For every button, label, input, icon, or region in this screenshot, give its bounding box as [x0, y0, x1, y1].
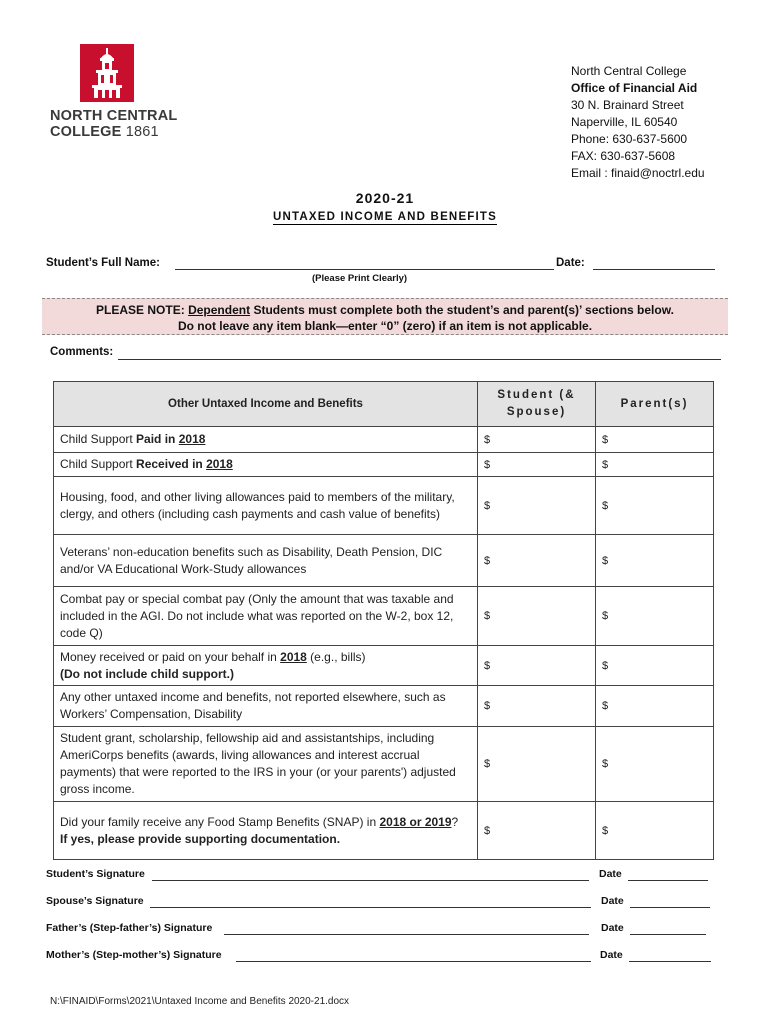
- table-row: [54, 727, 714, 802]
- student-amount-field[interactable]: $: [478, 802, 596, 860]
- parent-amount-field[interactable]: $: [596, 453, 714, 477]
- table-row: [54, 477, 714, 535]
- row-description: Child Support Paid in 2018: [54, 427, 478, 453]
- row-description: Veterans’ non-education benefits such as Disability, Death Pension, DIC and/or VA Educational Work-Study allowances: [54, 535, 478, 587]
- wordmark-year: 1861: [125, 124, 159, 140]
- student-amount-field[interactable]: $: [478, 477, 596, 535]
- student-signature-label: Student’s Signature: [46, 868, 145, 880]
- address-fax: FAX: 630-637-5608: [571, 149, 676, 163]
- note-line2: Do not leave any item blank—enter “0” (zero) if an item is not applicable.: [177, 319, 593, 333]
- student-date-field[interactable]: [628, 868, 708, 881]
- row-description: Student grant, scholarship, fellowship aid and assistantships, including AmeriCorps benefits (awards, living allowances and interest accrual payments) that were reported to the IRS in your (or your parents') adjusted gross income.: [54, 727, 478, 802]
- college-wordmark: [50, 108, 177, 140]
- form-title-text: UNTAXED INCOME AND BENEFITS: [272, 211, 498, 223]
- student-date-label: Date: [599, 868, 622, 880]
- spouse-date-label: Date: [601, 895, 624, 907]
- comments-label: Comments:: [50, 346, 114, 358]
- row-description: Combat pay or special combat pay (Only the amount that was taxable and included in the AGI. Do not include what was reported on the W-2, box 12, code Q): [54, 587, 478, 646]
- table-row: [54, 535, 714, 587]
- address-college: North Central College: [571, 64, 687, 78]
- address-office: Office of Financial Aid: [571, 81, 698, 95]
- income-table: [53, 381, 714, 860]
- row-description: Money received or paid on your behalf in 2018 (e.g., bills) (Do not include child support.): [54, 646, 478, 686]
- parent-amount-field[interactable]: $: [596, 802, 714, 860]
- spouse-signature-label: Spouse’s Signature: [46, 895, 144, 907]
- header-item: Other Untaxed Income and Benefits: [54, 382, 478, 427]
- mother-date-label: Date: [600, 949, 623, 961]
- table-row: [54, 686, 714, 727]
- wordmark-line-1: NORTH CENTRAL: [50, 108, 178, 124]
- address-email: Email : finaid@noctrl.edu: [571, 166, 705, 180]
- date-label: Date:: [556, 257, 585, 269]
- parent-amount-field[interactable]: $: [596, 646, 714, 686]
- student-amount-field[interactable]: $: [478, 453, 596, 477]
- header-parent: Parent(s): [596, 382, 714, 427]
- table-row: [54, 453, 714, 477]
- address-city: Naperville, IL 60540: [571, 115, 678, 129]
- student-amount-field[interactable]: $: [478, 646, 596, 686]
- mother-signature-label: Mother’s (Step-mother’s) Signature: [46, 949, 222, 961]
- spouse-signature-field[interactable]: [150, 895, 591, 908]
- form-title: [0, 211, 770, 223]
- parent-amount-field[interactable]: $: [596, 477, 714, 535]
- student-amount-field[interactable]: $: [478, 535, 596, 587]
- address-phone: Phone: 630-637-5600: [571, 132, 688, 146]
- table-row: [54, 427, 714, 453]
- parent-amount-field[interactable]: $: [596, 427, 714, 453]
- row-description: Child Support Received in 2018: [54, 453, 478, 477]
- student-amount-field[interactable]: $: [478, 686, 596, 727]
- note-line1: Students must complete both the student’s and parent(s)’ sections below.: [253, 303, 674, 317]
- parent-amount-field[interactable]: $: [596, 727, 714, 802]
- student-signature-field[interactable]: [152, 868, 589, 881]
- note-dependent: Dependent: [188, 303, 251, 317]
- table-row: [54, 646, 714, 686]
- father-date-label: Date: [601, 922, 624, 934]
- mother-date-field[interactable]: [629, 949, 711, 962]
- table-row: [54, 587, 714, 646]
- comments-field[interactable]: [118, 347, 721, 360]
- father-signature-field[interactable]: [224, 922, 589, 935]
- note-prefix: PLEASE NOTE:: [96, 303, 185, 317]
- parent-amount-field[interactable]: $: [596, 686, 714, 727]
- college-logo: [80, 44, 134, 102]
- row-description: Any other untaxed income and benefits, not reported elsewhere, such as Workers’ Compensation, Disability: [54, 686, 478, 727]
- form-year: 2020-21: [355, 190, 415, 206]
- mother-signature-field[interactable]: [236, 949, 591, 962]
- wordmark-line-2: COLLEGE: [50, 124, 122, 140]
- student-amount-field[interactable]: $: [478, 427, 596, 453]
- please-note-banner: [42, 298, 728, 335]
- print-hint: (Please Print Clearly): [312, 273, 408, 284]
- student-amount-field[interactable]: $: [478, 727, 596, 802]
- father-signature-label: Father’s (Step-father’s) Signature: [46, 922, 213, 934]
- header-student: Student (& Spouse): [478, 382, 596, 427]
- parent-amount-field[interactable]: $: [596, 587, 714, 646]
- address-street: 30 N. Brainard Street: [571, 98, 684, 112]
- student-name-field[interactable]: [175, 257, 554, 270]
- footer-file-path: N:\FINAID\Forms\2021\Untaxed Income and Benefits 2020-21.docx: [50, 996, 350, 1007]
- date-field[interactable]: [593, 257, 715, 270]
- row-description: Did your family receive any Food Stamp Benefits (SNAP) in 2018 or 2019? If yes, please provide supporting documentation.: [54, 802, 478, 860]
- row-description: Housing, food, and other living allowances paid to members of the military, clergy, and others (including cash payments and cash value of benefits): [54, 477, 478, 535]
- bell-tower-icon: [80, 44, 134, 102]
- spouse-date-field[interactable]: [630, 895, 710, 908]
- address-block: [571, 63, 705, 182]
- student-amount-field[interactable]: $: [478, 587, 596, 646]
- parent-amount-field[interactable]: $: [596, 535, 714, 587]
- table-row: [54, 802, 714, 860]
- father-date-field[interactable]: [630, 922, 706, 935]
- student-name-label: Student’s Full Name:: [46, 257, 160, 269]
